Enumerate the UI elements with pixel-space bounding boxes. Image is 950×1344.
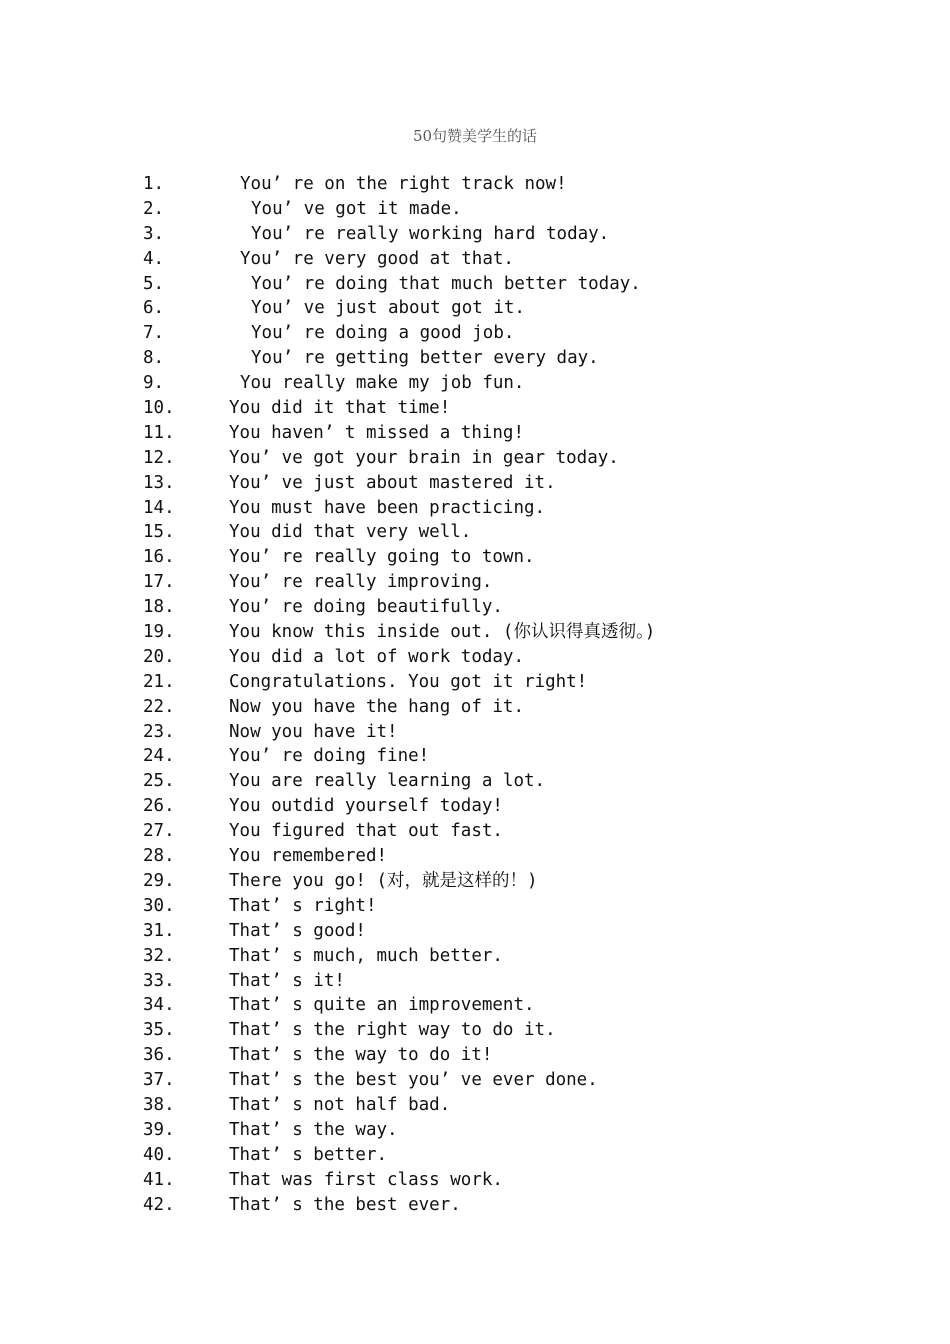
list-item-text: You haven’ t missed a thing! [229, 422, 525, 443]
list-item-text: You did a lot of work today. [229, 646, 525, 667]
list-item-text: That’ s better. [229, 1144, 388, 1165]
list-item-number: 4. [143, 248, 165, 269]
list-item-text: You’ re on the right track now! [240, 174, 567, 194]
list-item-number: 16. [143, 547, 175, 568]
list-item-text: You did that very well. [229, 522, 472, 543]
list-item-number: 32. [143, 945, 175, 966]
list-item-text: You really make my job fun. [240, 373, 525, 394]
list-item-number: 5. [143, 273, 165, 294]
list-item-number: 38. [143, 1094, 175, 1115]
list-item-text: You’ re doing beautifully. [229, 597, 503, 618]
list-item-text: That’ s much, much better. [229, 945, 503, 966]
list-item-number: 14. [143, 497, 175, 518]
list-item-text: That’ s good! [229, 920, 366, 941]
list-item-number: 24. [143, 746, 175, 767]
document-title: 50句赞美学生的话 [412, 127, 538, 145]
list-item-number: 19. [143, 622, 175, 643]
list-item-number: 27. [143, 821, 175, 842]
list-item-text: You must have been practicing. [229, 497, 546, 518]
list-item-text: Congratulations. You got it right! [229, 671, 588, 692]
list-item-number: 39. [143, 1119, 175, 1140]
list-item-number: 11. [143, 422, 175, 443]
list-item-text: That’ s the way to do it! [229, 1045, 493, 1066]
list-item-number: 1. [143, 174, 165, 194]
list-item-text: You’ re really improving. [229, 572, 493, 593]
list-item-number: 25. [143, 771, 175, 792]
list-item-number: 18. [143, 597, 175, 618]
list-item-text: You figured that out fast. [229, 821, 503, 842]
list-item-number: 40. [143, 1144, 175, 1165]
list-item-number: 10. [143, 398, 175, 419]
list-item-text: That’ s the best you’ ve ever done. [229, 1070, 598, 1091]
list-item-number: 2. [143, 198, 165, 219]
list-item-text: That was first class work. [229, 1169, 503, 1190]
list-item-text: You’ re really going to town. [229, 547, 535, 568]
list-item-text: Now you have it! [229, 721, 398, 742]
list-item-number: 8. [143, 348, 165, 369]
list-item-number: 41. [143, 1169, 175, 1190]
list-item-number: 17. [143, 572, 175, 593]
list-item-text: There you go! (对，就是这样的！) [229, 870, 538, 891]
list-item-text: You’ ve got your brain in gear today. [229, 447, 619, 468]
list-item-number: 23. [143, 721, 175, 742]
list-item-number: 22. [143, 696, 175, 717]
list-item-text: You know this inside out. (你认识得真透彻。) [229, 622, 656, 643]
list-item-number: 21. [143, 671, 175, 692]
list-item-number: 28. [143, 846, 175, 867]
list-item-text: That’ s the best ever. [229, 1194, 461, 1215]
list-item-number: 7. [143, 323, 165, 344]
list-item-number: 34. [143, 995, 175, 1016]
list-item-text: You’ ve just about mastered it. [229, 472, 556, 493]
list-item-number: 30. [143, 895, 175, 916]
list-item-text: You’ ve just about got it. [251, 298, 525, 319]
list-item-number: 9. [143, 373, 165, 394]
list-item-number: 6. [143, 298, 165, 319]
list-item-text: You’ re really working hard today. [251, 223, 610, 244]
list-item-number: 13. [143, 472, 175, 493]
list-item-text: You are really learning a lot. [229, 771, 546, 792]
list-item-text: That’ s it! [229, 970, 345, 991]
list-item-number: 33. [143, 970, 175, 991]
list-item-text: Now you have the hang of it. [229, 696, 525, 717]
list-item-text: You’ re getting better every day. [251, 348, 599, 369]
list-item-number: 36. [143, 1045, 175, 1066]
list-item-number: 35. [143, 1020, 175, 1041]
list-item-number: 31. [143, 920, 175, 941]
list-item-text: You’ re very good at that. [240, 248, 514, 269]
list-item-number: 12. [143, 447, 175, 468]
list-item-text: You’ re doing fine! [229, 746, 430, 767]
list-item-number: 37. [143, 1070, 175, 1091]
list-item-text: You’ re doing that much better today. [251, 273, 641, 294]
list-item-number: 42. [143, 1194, 175, 1215]
list-item-text: You’ ve got it made. [251, 198, 462, 219]
list-item-number: 3. [143, 223, 165, 244]
list-item-text: That’ s right! [229, 895, 377, 916]
list-item-text: That’ s the right way to do it. [229, 1020, 556, 1041]
list-item-text: You did it that time! [229, 398, 451, 419]
list-item-text: You outdid yourself today! [229, 796, 503, 817]
list-item-text: That’ s quite an improvement. [229, 995, 535, 1016]
list-item-text: That’ s the way. [229, 1119, 398, 1140]
list-item-number: 26. [143, 796, 175, 817]
list-item-text: That’ s not half bad. [229, 1094, 451, 1115]
list-item-text: You remembered! [229, 846, 388, 867]
list-item-number: 20. [143, 646, 175, 667]
list-item-number: 15. [143, 522, 175, 543]
list-item-text: You’ re doing a good job. [251, 323, 515, 344]
list-item-number: 29. [143, 870, 175, 891]
